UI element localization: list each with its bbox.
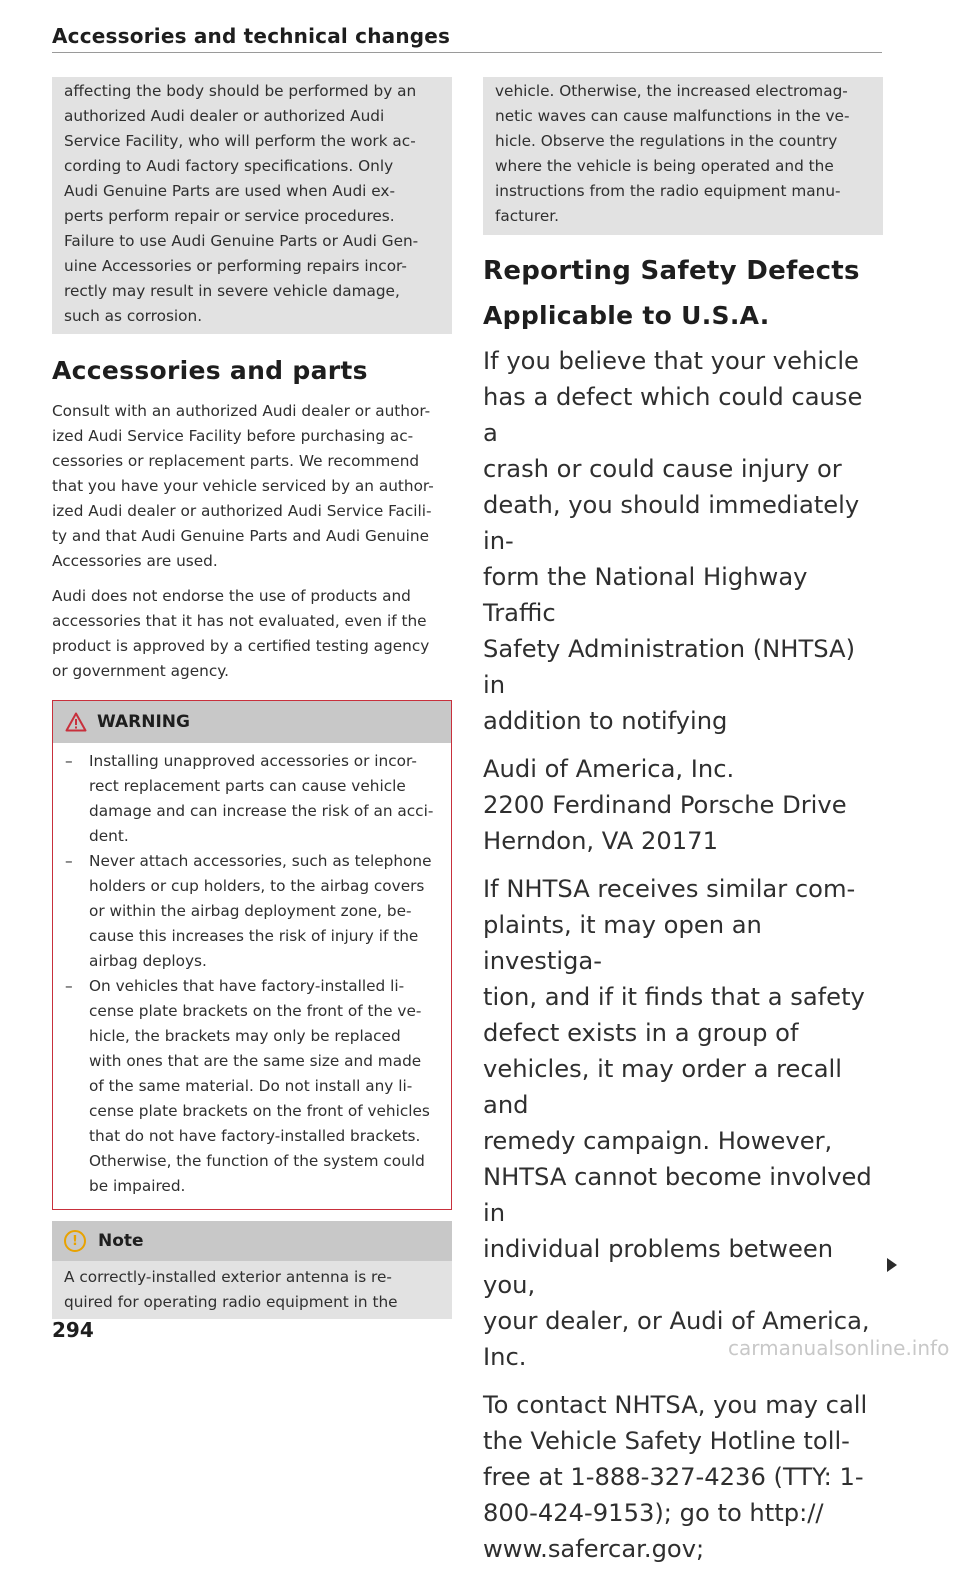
note-label: Note: [98, 1231, 144, 1251]
section-subtitle-usa: Applicable to U.S.A.: [483, 301, 770, 330]
note-header: [52, 1221, 452, 1261]
watermark: carmanualsonline.info: [728, 1336, 950, 1360]
paragraph-endorse: Audi does not endorse the use of products and accessories that it has not evaluated, even if the product is approved by a certified testing agency or government agency.: [52, 587, 430, 680]
warning-item: – Installing unapproved accessories or incor- rect replacement parts can cause vehicle damage and can increase the risk of an acci- dent.: [65, 752, 434, 845]
section-title-safety-defects: Reporting Safety Defects: [483, 256, 860, 286]
warning-item: – On vehicles that have factory-installed li- cense plate brackets on the front of the ve- hicle, the brackets may only be replaced with ones that are the same size and made of the same material. Do not install any li- cense plate brackets on the front of vehicles that do not have factory-installed brackets. Otherwise, the function of the system could be impaired.: [65, 977, 430, 1195]
warning-item: – Never attach accessories, such as telephone holders or cup holders, to the airbag covers or within the airbag deployment zone, be- cause this increases the risk of injury if the airbag deploys.: [65, 852, 432, 970]
left-column: [52, 77, 452, 1319]
header-divider: [52, 52, 882, 53]
warning-label: WARNING: [97, 712, 190, 732]
warning-header: [53, 701, 451, 743]
paragraph-believe: If you believe that your vehicle has a defect which could cause a crash or could cause injury or death, you should immediately in- form the National Highway Traffic Safety Administration (NHTSA) in addition to notifying: [483, 347, 863, 735]
note-body: [52, 1261, 452, 1319]
section-title-accessories: Accessories and parts: [52, 356, 368, 385]
continue-arrow-icon: [887, 1258, 897, 1272]
continued-text: affecting the body should be performed by an authorized Audi dealer or authorized Audi Service Facility, who will perform the work ac- cording to Audi factory specifications. Only Audi Genuine Parts are used when Audi ex- perts perform repair or service procedures. Failure to use Audi Genuine Parts or Audi Gen- uine Accessories or performing repairs incor- rectly may result in severe vehicle damage, such as corrosion.: [64, 82, 419, 325]
continued-note-text: vehicle. Otherwise, the increased electromag- netic waves can cause malfunctions in the ve- hicle. Observe the regulations in the country where the vehicle is being operated and the instructions from the radio equipment manu- facturer.: [495, 82, 850, 225]
note-text: A correctly-installed exterior antenna is re- quired for operating radio equipment in the: [64, 1268, 398, 1311]
warning-list: [53, 743, 451, 1209]
continued-warning-box: [52, 77, 452, 334]
note-box: [52, 1221, 452, 1319]
warning-triangle-icon: [65, 712, 87, 732]
warning-box: [52, 700, 452, 1210]
exclamation-circle-icon: !: [64, 1230, 86, 1252]
page-header: Accessories and technical changes: [52, 24, 451, 48]
paragraph-contact: To contact NHTSA, you may call the Vehicle Safety Hotline toll- free at 1-888-327-4236 (TTY: 1- 800-424-9153); go to http:// www.safercar.gov;: [483, 1391, 868, 1563]
paragraph-consult: Consult with an authorized Audi dealer or author- ized Audi Service Facility before purchasing ac- cessories or replacement parts. We recommend that you have your vehicle serviced by an author- ized Audi dealer or authorized Audi Service Facili- ty and that Audi Genuine Parts and Audi Genuine Accessories are used.: [52, 402, 434, 570]
address-block: Audi of America, Inc. 2200 Ferdinand Porsche Drive Herndon, VA 20171: [483, 755, 847, 855]
continued-note-box: [483, 77, 883, 235]
page-number: 294: [52, 1318, 94, 1342]
paragraph-nhtsa: If NHTSA receives similar com- plaints, it may open an investiga- tion, and if it finds that a safety defect exists in a group of vehicles, it may order a recall and remedy campaign. However, NHTSA cannot become involved in individual problems between you, your dealer, or Audi of America, Inc.: [483, 875, 872, 1371]
